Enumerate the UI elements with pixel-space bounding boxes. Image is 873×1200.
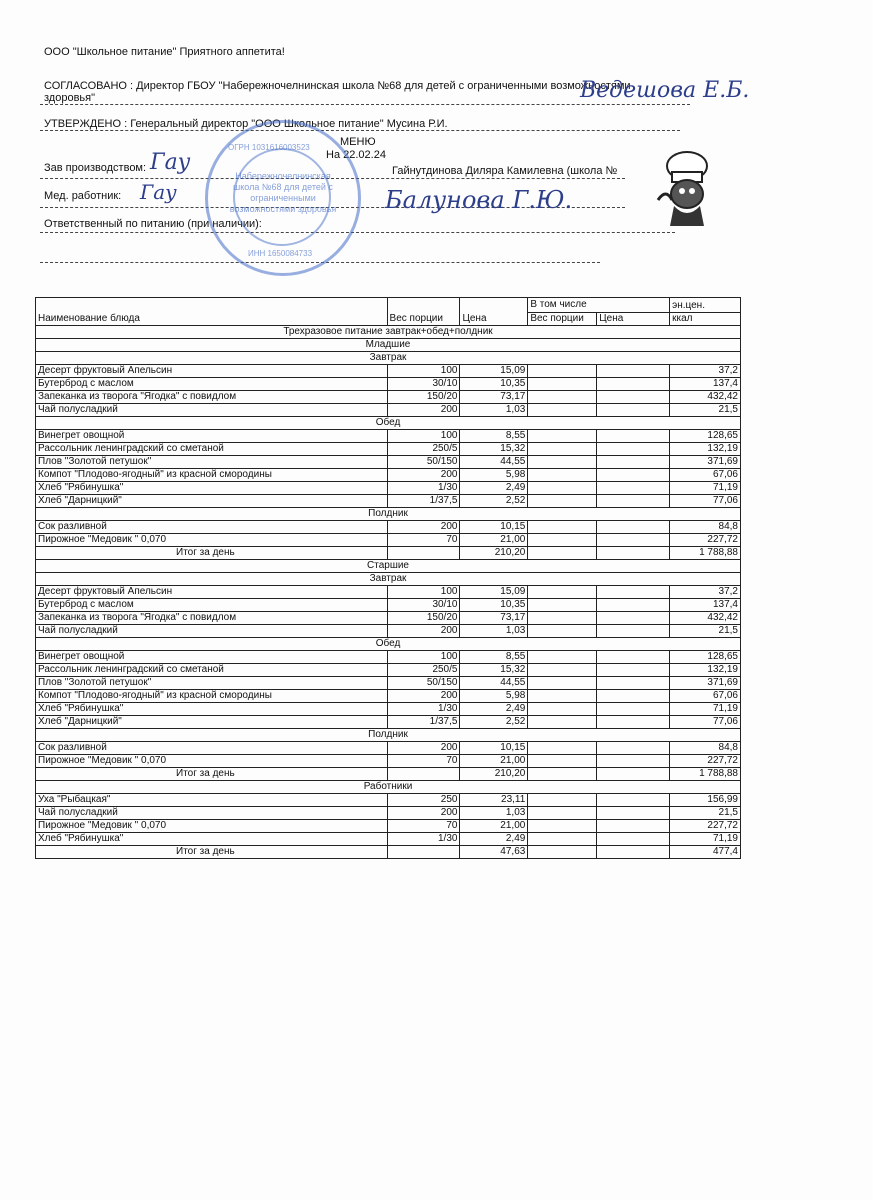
dish-price: 10,35 <box>460 378 528 391</box>
dish-kcal: 227,72 <box>670 534 741 547</box>
dish-price: 2,52 <box>460 716 528 729</box>
organization-stamp <box>205 120 361 276</box>
dish-incl-price <box>597 716 670 729</box>
dish-weight: 100 <box>387 430 460 443</box>
dish-incl-price <box>597 755 670 768</box>
dish-incl-price <box>597 677 670 690</box>
dish-incl-price <box>597 820 670 833</box>
dish-price: 15,09 <box>460 365 528 378</box>
table-row <box>36 703 741 716</box>
dish-incl-weight <box>528 755 597 768</box>
dish-incl-price <box>597 690 670 703</box>
meal-name: Полдник <box>36 508 741 521</box>
dish-price: 15,32 <box>460 443 528 456</box>
table-row <box>36 690 741 703</box>
meal-row <box>36 417 741 430</box>
total-incl-weight <box>528 547 597 560</box>
dish-incl-weight <box>528 820 597 833</box>
dish-weight: 200 <box>387 404 460 417</box>
dish-kcal: 84,8 <box>670 742 741 755</box>
dish-kcal: 21,5 <box>670 625 741 638</box>
dish-name: Хлеб "Рябинушка" <box>36 482 388 495</box>
dish-name: Плов "Золотой петушок" <box>36 677 388 690</box>
signature-agreed: Ведешова Е.Б. <box>580 78 750 103</box>
dish-weight: 250 <box>387 794 460 807</box>
table-row <box>36 482 741 495</box>
total-incl-price <box>597 547 670 560</box>
dish-name: Хлеб "Рябинушка" <box>36 703 388 716</box>
meal-plan: Трехразовое питание завтрак+обед+полдник <box>36 326 741 339</box>
dish-kcal: 84,8 <box>670 521 741 534</box>
dish-incl-weight <box>528 690 597 703</box>
table-row <box>36 404 741 417</box>
group-name: Работники <box>36 781 741 794</box>
dish-name: Хлеб "Дарницкий" <box>36 495 388 508</box>
group-row <box>36 339 741 352</box>
table-row <box>36 391 741 404</box>
dish-name: Чай полусладкий <box>36 807 388 820</box>
meal-plan-row <box>36 326 741 339</box>
dish-incl-weight <box>528 521 597 534</box>
dish-price: 73,17 <box>460 612 528 625</box>
stamp-text: Набережночелнинская школа №68 для детей с ограниченными возможностями здоровья <box>229 171 337 214</box>
agreed-divider <box>40 104 690 105</box>
signature-production: Гау <box>150 150 191 175</box>
menu-title: МЕНЮ <box>340 136 376 148</box>
table-row <box>36 677 741 690</box>
dish-weight: 200 <box>387 807 460 820</box>
dish-incl-price <box>597 794 670 807</box>
dish-name: Плов "Золотой петушок" <box>36 456 388 469</box>
menu-table <box>35 297 741 859</box>
table-row <box>36 469 741 482</box>
dish-incl-price <box>597 365 670 378</box>
dish-incl-weight <box>528 443 597 456</box>
dish-incl-price <box>597 742 670 755</box>
dish-kcal: 67,06 <box>670 690 741 703</box>
table-row <box>36 651 741 664</box>
total-price: 210,20 <box>460 547 528 560</box>
total-incl-price <box>597 768 670 781</box>
agreed-label: СОГЛАСОВАНО : <box>44 80 134 92</box>
dish-kcal: 37,2 <box>670 365 741 378</box>
meal-name: Полдник <box>36 729 741 742</box>
dish-weight: 100 <box>387 365 460 378</box>
dish-name: Десерт фруктовый Апельсин <box>36 586 388 599</box>
col-energy-header: эн.цен. <box>670 298 741 313</box>
col-incl-price-header: Цена <box>597 313 670 326</box>
total-row <box>36 547 741 560</box>
dish-name: Десерт фруктовый Апельсин <box>36 365 388 378</box>
dish-price: 2,49 <box>460 703 528 716</box>
table-row <box>36 625 741 638</box>
total-incl-weight <box>528 846 597 859</box>
menu-date: На 22.02.24 <box>326 149 386 161</box>
dish-weight: 1/30 <box>387 833 460 846</box>
total-incl-price <box>597 846 670 859</box>
dish-name: Винегрет овощной <box>36 651 388 664</box>
dish-weight: 250/5 <box>387 664 460 677</box>
meal-row <box>36 508 741 521</box>
dish-weight: 200 <box>387 521 460 534</box>
dish-weight: 100 <box>387 651 460 664</box>
dish-kcal: 71,19 <box>670 703 741 716</box>
dish-incl-weight <box>528 430 597 443</box>
dish-weight: 200 <box>387 625 460 638</box>
dish-weight: 1/37,5 <box>387 495 460 508</box>
dish-weight: 70 <box>387 755 460 768</box>
total-weight <box>387 846 460 859</box>
table-row <box>36 833 741 846</box>
table-row <box>36 820 741 833</box>
dish-incl-weight <box>528 586 597 599</box>
dish-weight: 30/10 <box>387 599 460 612</box>
table-row <box>36 586 741 599</box>
dish-incl-price <box>597 443 670 456</box>
dish-incl-price <box>597 404 670 417</box>
responsible-label: Ответственный по питанию (при наличии): <box>44 218 262 230</box>
dish-incl-price <box>597 586 670 599</box>
dish-name: Сок разливной <box>36 742 388 755</box>
total-label: Итог за день <box>36 547 388 560</box>
stamp-ogrn: ОГРН 1031616003523 <box>228 143 310 152</box>
dish-price: 2,52 <box>460 495 528 508</box>
dish-incl-weight <box>528 716 597 729</box>
dish-incl-weight <box>528 365 597 378</box>
dish-incl-price <box>597 703 670 716</box>
group-name: Старшие <box>36 560 741 573</box>
stamp-inn: ИНН 1650084733 <box>248 249 313 258</box>
dish-name: Хлеб "Дарницкий" <box>36 716 388 729</box>
dish-weight: 50/150 <box>387 456 460 469</box>
dish-incl-price <box>597 391 670 404</box>
table-row <box>36 430 741 443</box>
dish-kcal: 371,69 <box>670 677 741 690</box>
dish-kcal: 71,19 <box>670 482 741 495</box>
col-incl-weight-header: Вес порции <box>528 313 597 326</box>
dish-incl-price <box>597 612 670 625</box>
dish-incl-price <box>597 456 670 469</box>
dish-weight: 100 <box>387 586 460 599</box>
dish-incl-weight <box>528 612 597 625</box>
dish-kcal: 21,5 <box>670 807 741 820</box>
dish-price: 8,55 <box>460 651 528 664</box>
group-row <box>36 560 741 573</box>
table-row <box>36 599 741 612</box>
total-row <box>36 846 741 859</box>
dish-incl-weight <box>528 534 597 547</box>
dish-incl-price <box>597 521 670 534</box>
dish-incl-price <box>597 534 670 547</box>
total-weight <box>387 768 460 781</box>
dish-kcal: 432,42 <box>670 612 741 625</box>
dish-weight: 1/30 <box>387 482 460 495</box>
dish-price: 21,00 <box>460 820 528 833</box>
agreed-line <box>44 80 631 92</box>
agreed-text: Директор ГБОУ "Набережночелнинская школа №68 для детей с ограниченными возможностями <box>136 80 631 92</box>
dish-weight: 1/37,5 <box>387 716 460 729</box>
dish-price: 21,00 <box>460 534 528 547</box>
dish-name: Рассольник ленинградский со сметаной <box>36 664 388 677</box>
meal-row <box>36 352 741 365</box>
col-name-header: Наименование блюда <box>36 298 388 326</box>
table-row <box>36 612 741 625</box>
table-row <box>36 742 741 755</box>
dish-kcal: 132,19 <box>670 664 741 677</box>
dish-price: 5,98 <box>460 469 528 482</box>
signature-medic-initials: Гау <box>140 180 177 204</box>
table-row <box>36 664 741 677</box>
dish-kcal: 21,5 <box>670 404 741 417</box>
dish-incl-price <box>597 807 670 820</box>
total-label: Итог за день <box>36 846 388 859</box>
dish-name: Чай полусладкий <box>36 625 388 638</box>
dish-weight: 250/5 <box>387 443 460 456</box>
dish-price: 21,00 <box>460 755 528 768</box>
dish-name: Запеканка из творога "Ягодка" с повидлом <box>36 391 388 404</box>
dish-kcal: 71,19 <box>670 833 741 846</box>
dish-weight: 50/150 <box>387 677 460 690</box>
dish-incl-weight <box>528 833 597 846</box>
total-weight <box>387 547 460 560</box>
dish-incl-weight <box>528 807 597 820</box>
dish-weight: 200 <box>387 469 460 482</box>
dish-price: 5,98 <box>460 690 528 703</box>
meal-name: Обед <box>36 417 741 430</box>
menu-table-body <box>36 298 741 859</box>
dish-price: 1,03 <box>460 625 528 638</box>
medic-label: Мед. работник: <box>44 190 122 202</box>
dish-price: 2,49 <box>460 833 528 846</box>
dish-incl-weight <box>528 391 597 404</box>
dish-incl-price <box>597 833 670 846</box>
table-row <box>36 495 741 508</box>
dish-incl-price <box>597 495 670 508</box>
table-row <box>36 755 741 768</box>
dish-price: 10,35 <box>460 599 528 612</box>
dish-kcal: 77,06 <box>670 716 741 729</box>
dish-kcal: 67,06 <box>670 469 741 482</box>
dish-weight: 1/30 <box>387 703 460 716</box>
dish-weight: 200 <box>387 690 460 703</box>
table-header-row <box>36 298 741 313</box>
dish-price: 73,17 <box>460 391 528 404</box>
total-kcal: 1 788,88 <box>670 768 741 781</box>
dish-incl-weight <box>528 742 597 755</box>
dish-kcal: 128,65 <box>670 651 741 664</box>
dish-kcal: 128,65 <box>670 430 741 443</box>
dish-kcal: 132,19 <box>670 443 741 456</box>
total-price: 47,63 <box>460 846 528 859</box>
dish-price: 10,15 <box>460 742 528 755</box>
meal-name: Обед <box>36 638 741 651</box>
dish-price: 1,03 <box>460 404 528 417</box>
dish-price: 44,55 <box>460 677 528 690</box>
dish-incl-weight <box>528 651 597 664</box>
total-label: Итог за день <box>36 768 388 781</box>
table-row <box>36 716 741 729</box>
dish-incl-price <box>597 430 670 443</box>
dish-price: 15,09 <box>460 586 528 599</box>
chef-illustration <box>652 148 722 228</box>
dish-kcal: 37,2 <box>670 586 741 599</box>
responsible-divider <box>40 232 675 233</box>
dish-price: 1,03 <box>460 807 528 820</box>
dish-name: Уха "Рыбацкая" <box>36 794 388 807</box>
dish-incl-weight <box>528 703 597 716</box>
table-row <box>36 807 741 820</box>
dish-weight: 200 <box>387 742 460 755</box>
dish-kcal: 137,4 <box>670 378 741 391</box>
table-row <box>36 443 741 456</box>
production-label: Зав производством: <box>44 162 147 174</box>
approved-label: УТВЕРЖДЕНО : <box>44 118 128 130</box>
total-kcal: 1 788,88 <box>670 547 741 560</box>
dish-weight: 70 <box>387 820 460 833</box>
dish-incl-weight <box>528 625 597 638</box>
dish-name: Компот "Плодово-ягодный" из красной смородины <box>36 690 388 703</box>
dish-incl-weight <box>528 482 597 495</box>
table-row <box>36 365 741 378</box>
group-name: Младшие <box>36 339 741 352</box>
dish-weight: 30/10 <box>387 378 460 391</box>
dish-name: Хлеб "Рябинушка" <box>36 833 388 846</box>
dish-kcal: 137,4 <box>670 599 741 612</box>
company-line: ООО "Школьное питание" Приятного аппетита! <box>44 46 285 58</box>
dish-weight: 150/20 <box>387 391 460 404</box>
col-incl-header: В том числе <box>528 298 670 313</box>
dish-incl-weight <box>528 456 597 469</box>
dish-name: Запеканка из творога "Ягодка" с повидлом <box>36 612 388 625</box>
production-name: Гайнутдинова Диляра Камилевна (школа № <box>392 165 618 177</box>
dish-name: Сок разливной <box>36 521 388 534</box>
dish-weight: 70 <box>387 534 460 547</box>
col-weight-header: Вес порции <box>387 298 460 326</box>
dish-name: Пирожное "Медовик " 0,070 <box>36 534 388 547</box>
total-row <box>36 768 741 781</box>
dish-kcal: 77,06 <box>670 495 741 508</box>
dish-incl-price <box>597 599 670 612</box>
table-row <box>36 521 741 534</box>
meal-row <box>36 573 741 586</box>
total-incl-weight <box>528 768 597 781</box>
table-row <box>36 534 741 547</box>
dish-name: Пирожное "Медовик " 0,070 <box>36 820 388 833</box>
dish-price: 23,11 <box>460 794 528 807</box>
signature-medic: Балунова Г.Ю. <box>385 186 573 214</box>
dish-incl-weight <box>528 599 597 612</box>
dish-incl-weight <box>528 495 597 508</box>
table-row <box>36 378 741 391</box>
col-price-header: Цена <box>460 298 528 326</box>
dish-price: 2,49 <box>460 482 528 495</box>
dish-name: Пирожное "Медовик " 0,070 <box>36 755 388 768</box>
dish-incl-price <box>597 625 670 638</box>
agreed-line-2: здоровья" <box>44 92 96 104</box>
meal-row <box>36 638 741 651</box>
dish-name: Рассольник ленинградский со сметаной <box>36 443 388 456</box>
dish-kcal: 371,69 <box>670 456 741 469</box>
dish-name: Винегрет овощной <box>36 430 388 443</box>
dish-incl-weight <box>528 677 597 690</box>
dish-price: 8,55 <box>460 430 528 443</box>
approved-text: Генеральный директор "ООО Школьное питание" Мусина Р.И. <box>130 118 448 130</box>
dish-kcal: 227,72 <box>670 820 741 833</box>
dish-incl-price <box>597 651 670 664</box>
dish-incl-price <box>597 664 670 677</box>
approved-divider <box>40 130 680 131</box>
dish-price: 10,15 <box>460 521 528 534</box>
dish-name: Бутерброд с маслом <box>36 599 388 612</box>
dish-kcal: 432,42 <box>670 391 741 404</box>
meal-name: Завтрак <box>36 352 741 365</box>
dish-incl-weight <box>528 469 597 482</box>
dish-name: Чай полусладкий <box>36 404 388 417</box>
dish-name: Компот "Плодово-ягодный" из красной смородины <box>36 469 388 482</box>
meal-row <box>36 729 741 742</box>
total-price: 210,20 <box>460 768 528 781</box>
dish-incl-weight <box>528 794 597 807</box>
dish-incl-price <box>597 378 670 391</box>
dish-incl-price <box>597 469 670 482</box>
dish-incl-price <box>597 482 670 495</box>
dish-incl-weight <box>528 378 597 391</box>
dish-kcal: 156,99 <box>670 794 741 807</box>
meal-name: Завтрак <box>36 573 741 586</box>
dish-name: Бутерброд с маслом <box>36 378 388 391</box>
dish-price: 44,55 <box>460 456 528 469</box>
group-row <box>36 781 741 794</box>
dish-kcal: 227,72 <box>670 755 741 768</box>
dish-incl-weight <box>528 404 597 417</box>
dish-incl-weight <box>528 664 597 677</box>
dish-weight: 150/20 <box>387 612 460 625</box>
table-row <box>36 456 741 469</box>
table-row <box>36 794 741 807</box>
dish-price: 15,32 <box>460 664 528 677</box>
col-kcal-header: ккал <box>670 313 741 326</box>
total-kcal: 477,4 <box>670 846 741 859</box>
